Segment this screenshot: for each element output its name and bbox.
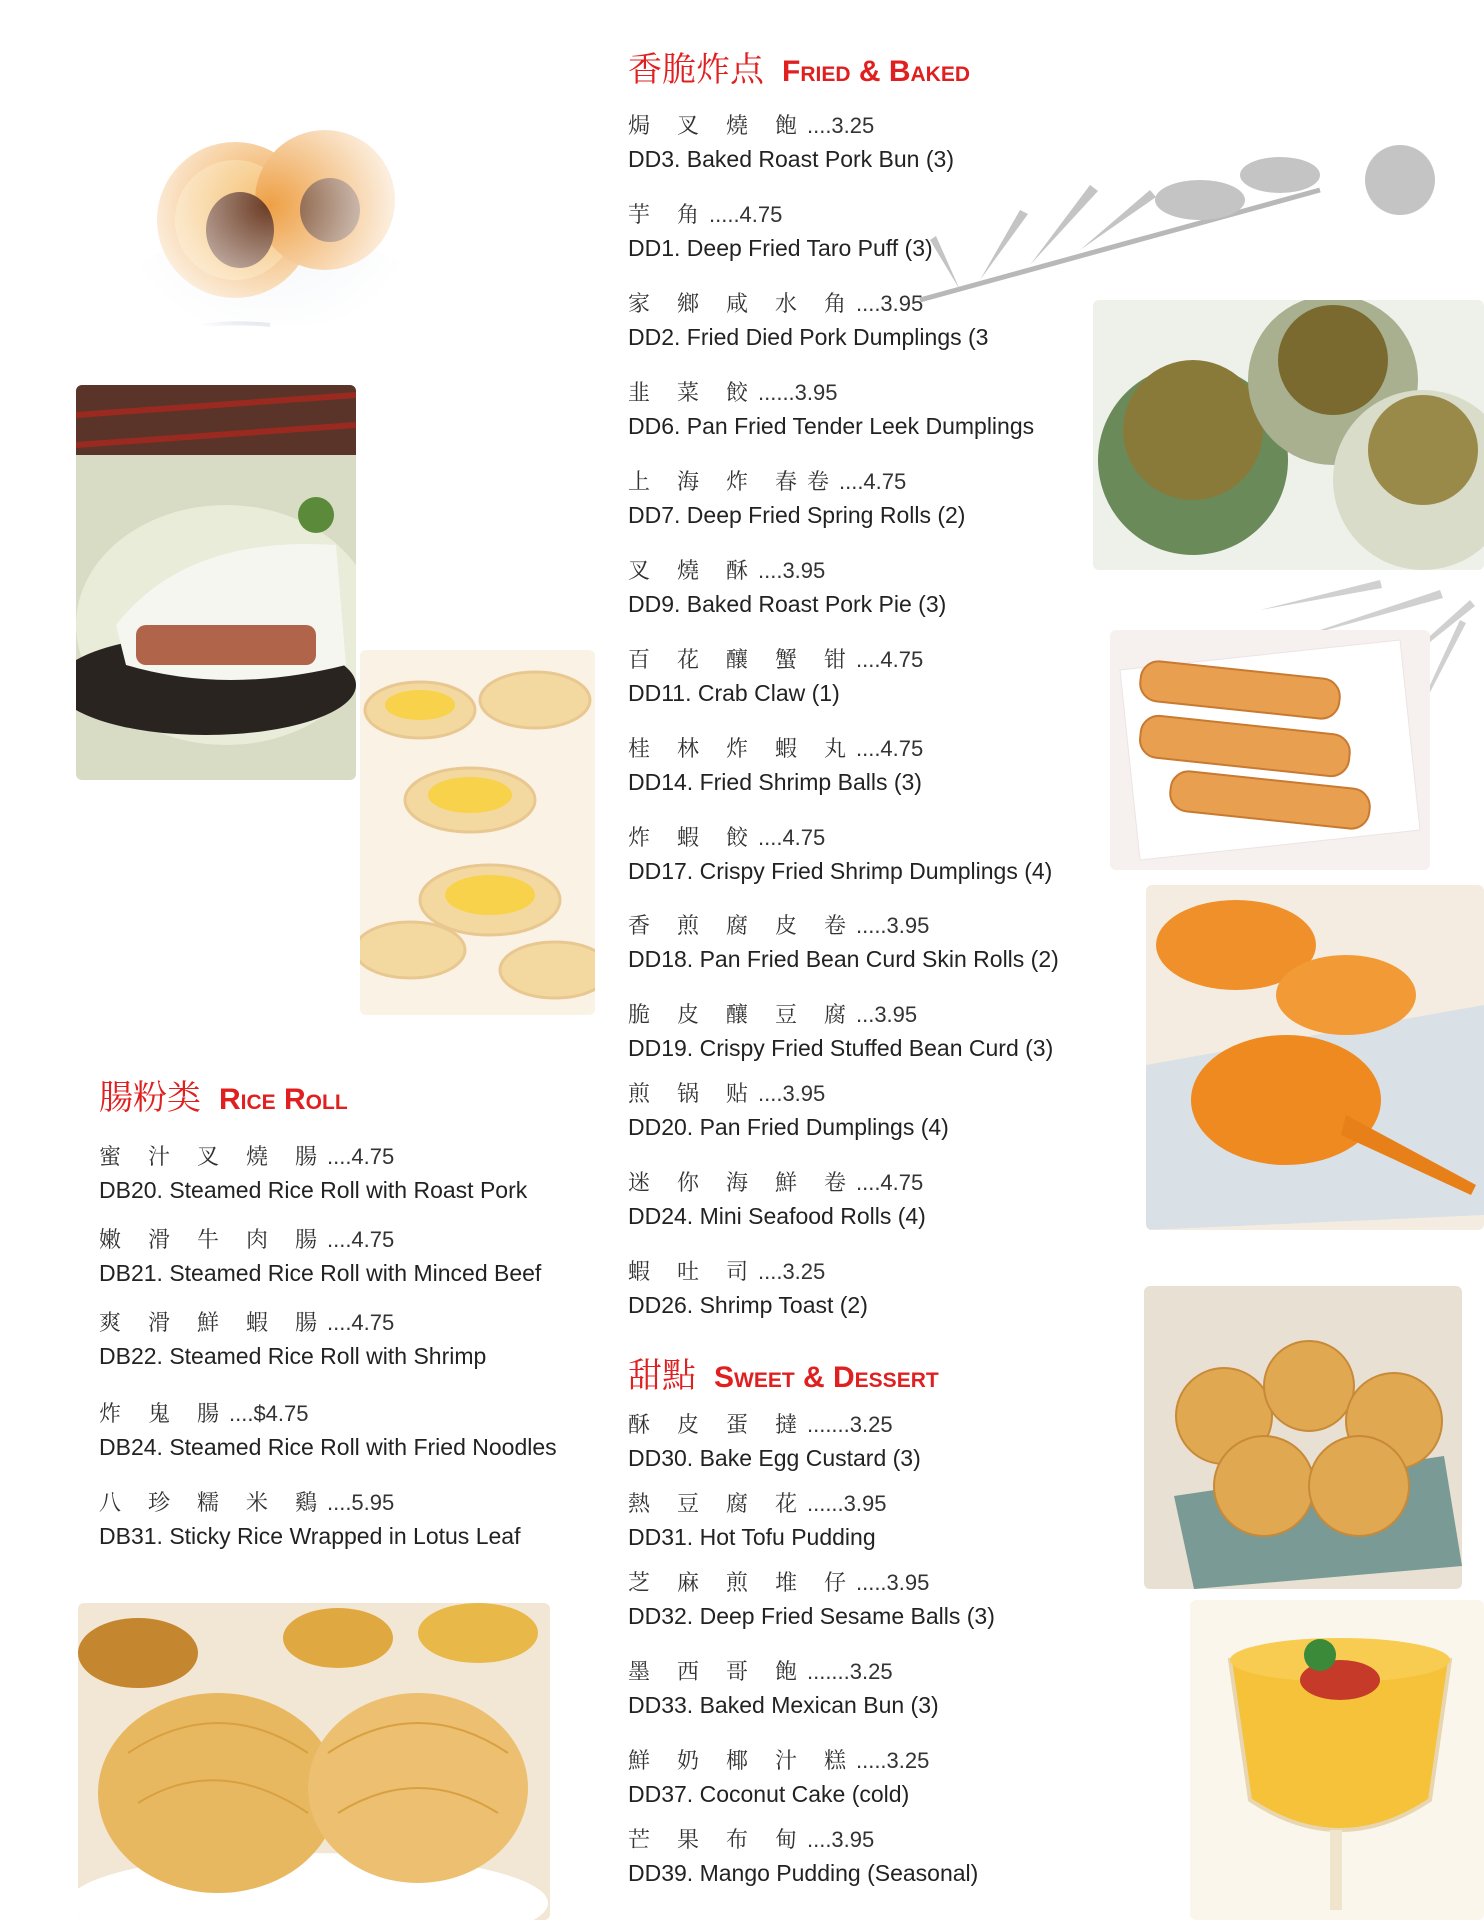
menu-item-english-name: DB22. Steamed Rice Roll with Shrimp (99, 1343, 487, 1369)
menu-item-chinese-name (628, 555, 946, 588)
menu-item-chinese-text: 百 花 釀 蟹 钳 (628, 648, 856, 673)
menu-item (628, 999, 1053, 1064)
menu-item-chinese-name (628, 1567, 995, 1600)
menu-item (628, 910, 1059, 975)
menu-item (628, 199, 933, 264)
menu-item-english-name: DD20. Pan Fried Dumplings (4) (628, 1114, 949, 1140)
menu-item (99, 1224, 541, 1289)
menu-item (628, 1488, 886, 1553)
crispy-pastry-photo (78, 1603, 550, 1920)
fried-section-title (628, 42, 970, 91)
menu-item-english-name: DD33. Baked Mexican Bun (3) (628, 1692, 939, 1718)
menu-item-chinese-text: 脆 皮 釀 豆 腐 (628, 1003, 856, 1028)
menu-item-price: ....3.95 (758, 1081, 826, 1106)
menu-item (99, 1141, 527, 1206)
menu-item-chinese-name (99, 1141, 527, 1174)
menu-item-price: ....4.75 (838, 469, 907, 494)
menu-item-english-name: DD1. Deep Fried Taro Puff (3) (628, 235, 933, 261)
menu-item-price: .....3.95 (855, 913, 930, 938)
menu-item-chinese-name (628, 1256, 868, 1289)
menu-item-chinese-text: 煎 锅 贴 (628, 1082, 758, 1107)
menu-item (99, 1307, 486, 1372)
rice-title-zh: 腸粉类 (99, 1078, 201, 1118)
menu-item-chinese-name (628, 466, 965, 499)
menu-item-chinese-text: 嫩 滑 牛 肉 腸 (99, 1228, 327, 1253)
menu-item (628, 733, 923, 798)
menu-item (628, 555, 946, 620)
menu-item-english-name: DB21. Steamed Rice Roll with Minced Beef (99, 1260, 542, 1286)
menu-item-english-name: DD14. Fried Shrimp Balls (3) (628, 769, 922, 795)
menu-item-price: ....4.75 (855, 647, 924, 672)
menu-item-price: ....4.75 (326, 1227, 395, 1252)
menu-item-price: ...3.95 (855, 1002, 918, 1027)
menu-item-price: ....$4.75 (229, 1401, 309, 1426)
menu-item-chinese-text: 蜜 汁 叉 燒 腸 (99, 1145, 327, 1170)
menu-item-english-name: DD26. Shrimp Toast (2) (628, 1292, 868, 1318)
spring-roll-photo (1110, 630, 1430, 870)
menu-item-price: .....4.75 (709, 202, 783, 227)
mango-pudding-photo (1190, 1600, 1484, 1920)
menu-item-chinese-name (628, 644, 923, 677)
menu-item-english-name: DD6. Pan Fried Tender Leek Dumplings (628, 413, 1035, 439)
menu-item-chinese-text: 酥 皮 蛋 撻 (628, 1413, 807, 1438)
menu-item (628, 1656, 939, 1721)
menu-item-price: ....3.95 (855, 291, 924, 316)
menu-item-price: ....4.75 (855, 736, 924, 761)
menu-item-english-name: DD3. Baked Roast Pork Bun (3) (628, 146, 954, 172)
menu-item-chinese-name (628, 1488, 886, 1521)
fried-title-zh: 香脆炸点 (628, 50, 764, 90)
menu-item-chinese-name (628, 999, 1053, 1032)
menu-item-chinese-text: 桂 林 炸 蝦 丸 (628, 737, 856, 762)
sesame-ball-photo (1144, 1286, 1462, 1589)
menu-item-chinese-text: 韭 菜 餃 (628, 381, 758, 406)
menu-item-chinese-name (628, 199, 933, 232)
menu-item (628, 1745, 929, 1810)
menu-item-chinese-text: 熱 豆 腐 花 (628, 1492, 807, 1517)
menu-item-price: ....5.95 (326, 1490, 395, 1515)
crab-claw-photo (1146, 885, 1484, 1230)
menu-item-chinese-text: 香 煎 腐 皮 卷 (628, 914, 856, 939)
menu-item-chinese-name (99, 1487, 520, 1520)
menu-item-chinese-text: 迷 你 海 鮮 卷 (628, 1171, 856, 1196)
menu-item-price: ......3.95 (806, 1491, 887, 1516)
menu-item-price: ....4.75 (855, 1170, 924, 1195)
menu-item-chinese-text: 芝 麻 煎 堆 仔 (628, 1571, 856, 1596)
menu-item-english-name: DD32. Deep Fried Sesame Balls (3) (628, 1603, 995, 1629)
menu-item-chinese-name (99, 1398, 557, 1431)
menu-item-english-name: DD31. Hot Tofu Pudding (628, 1524, 876, 1550)
sweet-title-zh: 甜點 (628, 1356, 696, 1396)
menu-item (628, 110, 954, 175)
menu-item-english-name: DD2. Fried Died Pork Dumplings (3 (628, 324, 989, 350)
menu-item-english-name: DB24. Steamed Rice Roll with Fried Noodles (99, 1434, 557, 1460)
menu-item-chinese-name (628, 288, 988, 321)
menu-item-price: ....4.75 (758, 825, 826, 850)
menu-item-chinese-name (628, 1409, 921, 1442)
egg-tart-photo (360, 650, 595, 1015)
menu-item-chinese-text: 八 珍 糯 米 鷄 (99, 1491, 327, 1516)
menu-item-price: .....3.25 (855, 1748, 930, 1773)
menu-item-chinese-name (628, 910, 1059, 943)
menu-item (628, 288, 988, 353)
menu-item (628, 822, 1052, 887)
fried-title-en: Fried & Baked (782, 55, 971, 88)
menu-item-chinese-name (628, 1745, 929, 1778)
menu-item-chinese-name (99, 1224, 541, 1257)
sweet-section-title (628, 1348, 939, 1397)
menu-item-english-name: DD39. Mango Pudding (Seasonal) (628, 1860, 979, 1886)
menu-item (628, 1409, 921, 1474)
menu-item-chinese-text: 焗 叉 燒 飽 (628, 114, 807, 139)
menu-item-chinese-text: 叉 燒 酥 (628, 559, 758, 584)
menu-item-price: ......3.95 (758, 380, 838, 405)
menu-item-english-name: DD18. Pan Fried Bean Curd Skin Rolls (2) (628, 946, 1059, 972)
menu-item-chinese-name (99, 1307, 486, 1340)
menu-item-english-name: DD7. Deep Fried Spring Rolls (2) (628, 502, 966, 528)
menu-item-chinese-text: 炸 鬼 腸 (99, 1402, 229, 1427)
sweet-title-en: Sweet & Dessert (714, 1361, 939, 1394)
menu-item (628, 1078, 949, 1143)
menu-item-price: ....3.95 (758, 558, 826, 583)
menu-item-chinese-name (628, 377, 1034, 410)
rice-roll-photo (76, 385, 356, 780)
menu-item (628, 644, 923, 709)
menu-item (99, 1398, 557, 1463)
menu-item (628, 1167, 926, 1232)
menu-item-price: ....3.25 (806, 113, 875, 138)
menu-item (628, 466, 965, 531)
menu-item-chinese-text: 墨 西 哥 飽 (628, 1660, 807, 1685)
menu-item (628, 1567, 995, 1632)
menu-item-chinese-name (628, 1167, 926, 1200)
menu-item-price: ....3.95 (806, 1827, 875, 1852)
menu-item-price: .......3.25 (806, 1412, 893, 1437)
menu-item-chinese-name (628, 1656, 939, 1689)
menu-item-chinese-text: 炸 蝦 餃 (628, 826, 758, 851)
menu-item-price: ....3.25 (758, 1259, 826, 1284)
menu-item-english-name: DB31. Sticky Rice Wrapped in Lotus Leaf (99, 1523, 521, 1549)
menu-item-chinese-name (628, 110, 954, 143)
menu-item-chinese-text: 爽 滑 鮮 蝦 腸 (99, 1311, 327, 1336)
menu-item-price: ....4.75 (326, 1144, 395, 1169)
menu-item (628, 377, 1034, 442)
menu-item-price: ....4.75 (326, 1310, 395, 1335)
menu-item-english-name: DD30. Bake Egg Custard (3) (628, 1445, 921, 1471)
menu-item-chinese-name (628, 822, 1052, 855)
menu-item (628, 1824, 978, 1889)
menu-item-english-name: DD37. Coconut Cake (cold) (628, 1781, 910, 1807)
menu-item-english-name: DD9. Baked Roast Pork Pie (3) (628, 591, 947, 617)
menu-item-chinese-text: 蝦 吐 司 (628, 1260, 758, 1285)
leek-dumpling-photo (1093, 300, 1484, 570)
menu-item-price: .......3.25 (806, 1659, 893, 1684)
menu-item-chinese-text: 鮮 奶 椰 汁 糕 (628, 1749, 856, 1774)
menu-item-price: .....3.95 (855, 1570, 930, 1595)
menu-item-chinese-text: 上 海 炸 春卷 (628, 470, 839, 495)
menu-item-english-name: DD17. Crispy Fried Shrimp Dumplings (4) (628, 858, 1053, 884)
menu-item-chinese-text: 家 鄉 咸 水 角 (628, 292, 856, 317)
menu-item-chinese-text: 芋 角 (628, 203, 709, 228)
rice-section-title (99, 1070, 348, 1119)
menu-item-english-name: DD11. Crab Claw (1) (628, 680, 840, 706)
rice-title-en: Rice Roll (219, 1083, 348, 1116)
menu-item-chinese-name (628, 1824, 978, 1857)
menu-item (628, 1256, 868, 1321)
menu-item-chinese-name (628, 1078, 949, 1111)
menu-item-english-name: DD24. Mini Seafood Rolls (4) (628, 1203, 926, 1229)
menu-item-chinese-name (628, 733, 923, 766)
taro-puff-photo (120, 70, 420, 340)
menu-item-chinese-text: 芒 果 布 甸 (628, 1828, 807, 1853)
menu-item (99, 1487, 520, 1552)
menu-item-english-name: DD19. Crispy Fried Stuffed Bean Curd (3) (628, 1035, 1054, 1061)
menu-item-english-name: DB20. Steamed Rice Roll with Roast Pork (99, 1177, 528, 1203)
